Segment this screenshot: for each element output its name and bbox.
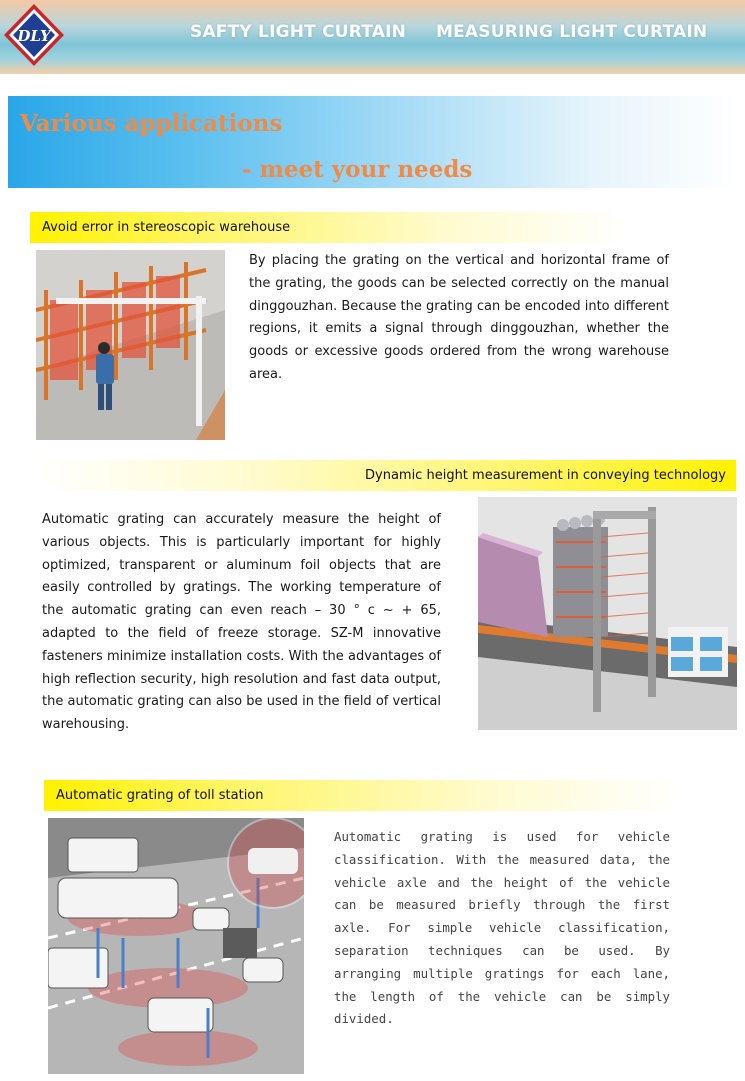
section-body-conveying: Automatic grating can accurately measure the height of various objects. This is particularly important for highly optimized, transparent or aluminum foil objects that are easily controlled by gratings. The working temperature of the automatic grating can even reach – 30 ° c ~ + 65, adapted to the field of freeze storage. SZ-M innovative fasteners minimize installation costs. With the advantages of high reflection security, high resolution and fast data output, the automatic grating can also be used in the field of vertical warehousing. [42,512,441,733]
banner-title: Various applications [20,110,283,137]
logo-lettering: DLY [17,27,51,45]
toll-station-photo [48,818,304,1074]
section-body-warehouse: By placing the grating on the vertical and horizontal frame of the grating, the goods can be selected correctly on the manual dinggouzhan. Because the grating can be encoded into different regions, it emits a signal through dinggouzhan, whether the goods or excessive goods ordered from the wrong warehouse area. [249,253,669,382]
site-header [0,0,745,74]
section-heading-warehouse: Avoid error in stereoscopic warehouse [30,212,630,243]
conveyor-photo [478,497,737,730]
nav-safety-light-curtain[interactable]: SAFTY LIGHT CURTAIN [190,22,407,42]
company-logo[interactable] [2,2,66,68]
warehouse-photo [36,250,225,440]
nav-measuring-light-curtain[interactable]: MEASURING LIGHT CURTAIN [436,22,708,42]
section-heading-conveying: Dynamic height measurement in conveying technology [38,460,736,491]
banner-subtitle: - meet your needs [242,156,473,183]
section-body-toll-station: Automatic grating is used for vehicle classification. With the measured data, the vehicle axle and the height of the vehicle can be measured briefly through the first axle. For simple vehicle classification, separation techniques can be used. By arranging multiple gratings for each lane, the length of the vehicle can be simply divided. [334,829,670,1027]
section-heading-toll-station: Automatic grating of toll station [44,780,684,811]
applications-banner [8,96,737,188]
